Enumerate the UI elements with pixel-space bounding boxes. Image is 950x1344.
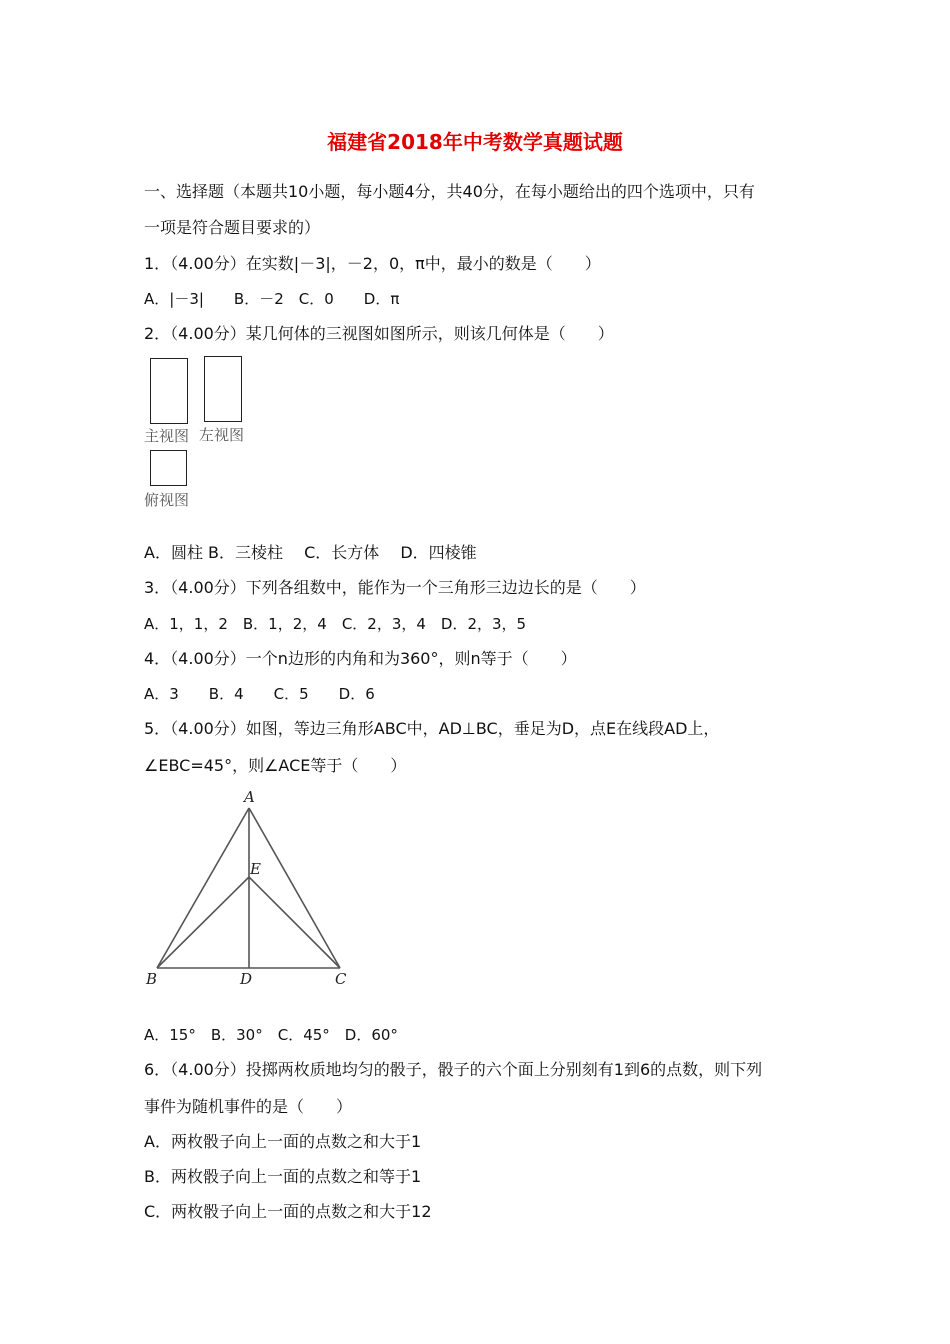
front-view-rect: [150, 358, 188, 424]
question-1-options: A．|－3| B．－2 C．0 D．π: [144, 290, 400, 308]
segment-be: [157, 877, 249, 968]
front-view-label: 主视图: [144, 427, 190, 445]
point-a-label: A: [244, 788, 255, 806]
question-4-text: 4．（4.00分）一个n边形的内角和为360°，则n等于（ ）: [144, 649, 577, 668]
question-3-options: A．1，1，2 B．1，2，4 C．2，3，4 D．2，3，5: [144, 615, 527, 633]
question-2-options: A．圆柱 B．三棱柱 C．长方体 D．四棱锥: [144, 543, 477, 562]
segment-ce: [249, 877, 340, 968]
section-heading-line2: 一项是符合题目要求的）: [144, 218, 321, 237]
question-5-options: A．15° B．30° C．45° D．60°: [144, 1026, 398, 1044]
segment-ab: [157, 808, 249, 968]
top-view-label: 俯视图: [144, 491, 190, 509]
triangle-figure: [140, 786, 360, 996]
segment-ac: [249, 808, 340, 968]
page-title: 福建省2018年中考数学真题试题: [327, 130, 623, 154]
question-6-option-a: A．两枚骰子向上一面的点数之和大于1: [144, 1132, 422, 1151]
section-heading-line1: 一、选择题（本题共10小题，每小题4分，共40分，在每小题给出的四个选项中，只有: [144, 182, 755, 201]
point-c-label: C: [335, 970, 347, 988]
question-3-text: 3．（4.00分）下列各组数中，能作为一个三角形三边边长的是（ ）: [144, 578, 646, 597]
point-d-label: D: [240, 970, 253, 988]
question-2-text: 2．（4.00分）某几何体的三视图如图所示，则该几何体是（ ）: [144, 324, 614, 343]
point-e-label: E: [250, 860, 261, 878]
question-5-text-line2: ∠EBC=45°，则∠ACE等于（ ）: [144, 756, 407, 775]
question-6-text-line1: 6．（4.00分）投掷两枚质地均匀的骰子，骰子的六个面上分别刻有1到6的点数，则下列: [144, 1060, 763, 1079]
question-1-text: 1．（4.00分）在实数|－3|，－2，0，π中，最小的数是（ ）: [144, 254, 601, 273]
question-6-option-b: B．两枚骰子向上一面的点数之和等于1: [144, 1167, 422, 1186]
top-view-rect: [150, 450, 187, 486]
question-6-text-line2: 事件为随机事件的是（ ）: [144, 1097, 353, 1116]
point-b-label: B: [146, 970, 158, 988]
side-view-rect: [204, 356, 242, 422]
question-6-option-c: C．两枚骰子向上一面的点数之和大于12: [144, 1202, 432, 1221]
question-5-text-line1: 5．（4.00分）如图，等边三角形ABC中，AD⊥BC，垂足为D，点E在线段AD上，: [144, 719, 720, 738]
side-view-label: 左视图: [199, 426, 245, 444]
question-4-options: A．3 B．4 C．5 D．6: [144, 685, 375, 703]
